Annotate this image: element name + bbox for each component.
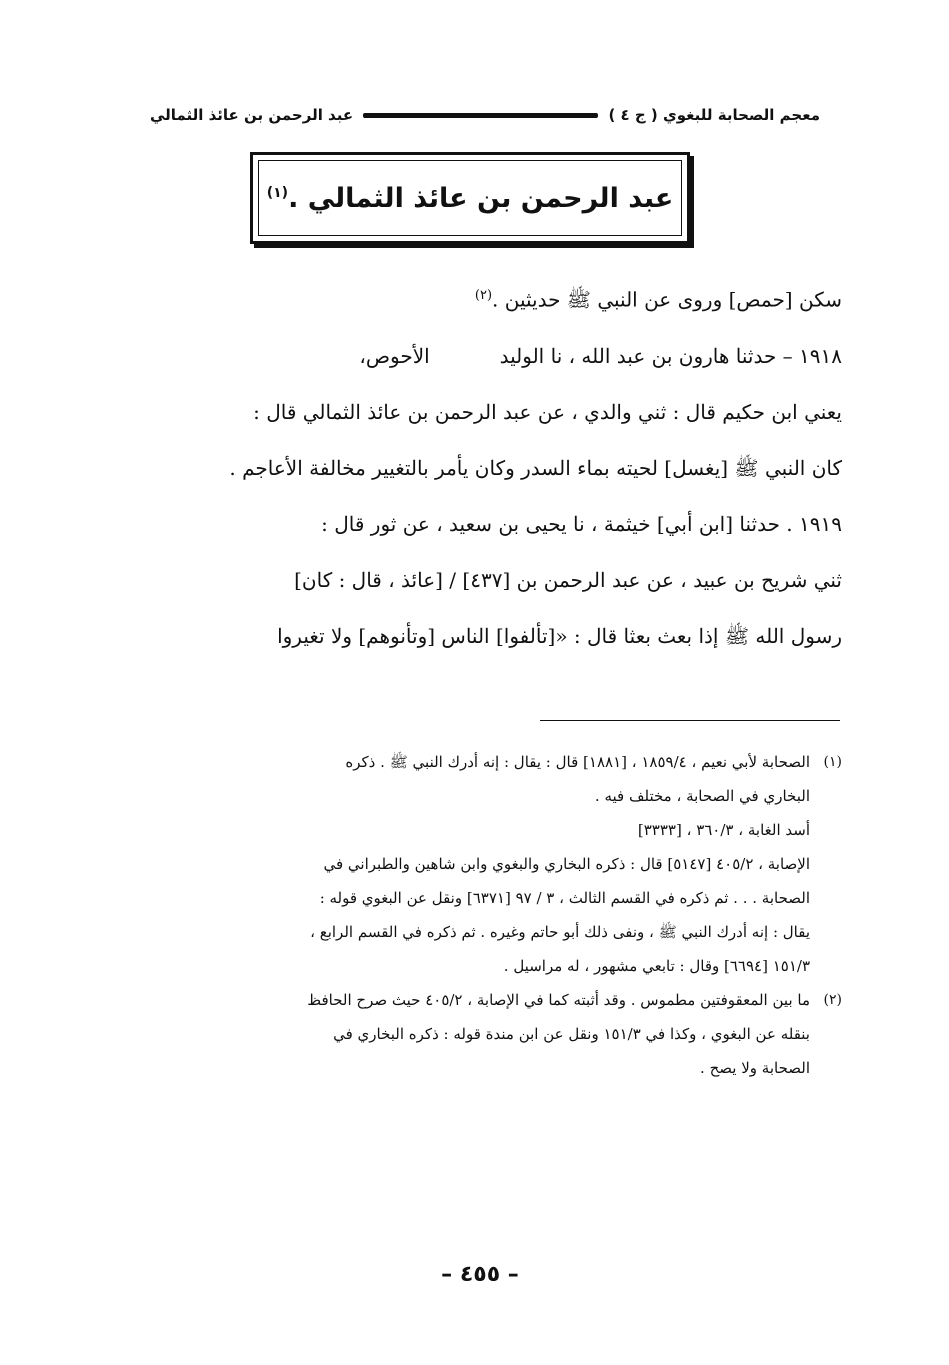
footnote-1 xyxy=(115,745,842,983)
footnote-line: أسد الغابة ، ٣٦٠/٣ ، [٣٣٣٣] xyxy=(637,821,810,839)
body-line: ١٩١٩ . حدثنا [ابن أبي] خيثمة ، نا يحيى بن سعيد ، عن ثور قال : xyxy=(321,511,842,536)
footnote-lines xyxy=(115,745,810,983)
footnote-line: الإصابة ، ٤٠٥/٢ [٥١٤٧] قال : ذكره البخاري والبغوي وابن شاهين والطبراني في xyxy=(323,855,810,873)
footnote-line: ١٥١/٣ [٦٦٩٤] وقال : تابعي مشهور ، له مراسيل . xyxy=(503,957,810,975)
entry-title-footnote-ref: (١) xyxy=(266,184,289,201)
body-line: يعني ابن حكيم قال : ثني والدي ، عن عبد الرحمن بن عائذ الثمالي قال : xyxy=(253,399,842,424)
body-line: ثني شريح بن عبيد ، عن عبد الرحمن بن [٤٣٧] / [عائذ ، قال : كان] xyxy=(294,567,842,592)
entry-title xyxy=(267,183,674,214)
footnotes xyxy=(115,745,842,1085)
footnote-line: الصحابة . . . ثم ذكره في القسم الثالث ، ٣ / ٩٧ [٦٣٧١] ونقل عن البغوي قوله : xyxy=(319,889,810,907)
footnote-line: يقال : إنه أدرك النبي ﷺ ، ونفى ذلك أبو حاتم وغيره . ثم ذكره في القسم الرابع ، xyxy=(310,923,810,941)
footnote-line: ما بين المعقوفتين مطموس . وقد أثبته كما في الإصابة ، ٤٠٥/٢ حيث صرح الحافظ xyxy=(307,991,810,1009)
body-line: رسول الله ﷺ إذا بعث بعثا قال : «[تألفوا] الناس [وتأنوهم] ولا تغيروا xyxy=(277,623,842,648)
body-text xyxy=(150,268,842,664)
body-line: كان النبي ﷺ [يغسل] لحيته بماء السدر وكان يأمر بالتغيير مخالفة الأعاجم . xyxy=(229,455,842,480)
footnote-line: بنقله عن البغوي ، وكذا في ١٥١/٣ ونقل عن ابن مندة قوله : ذكره البخاري في xyxy=(333,1025,810,1043)
footnote-line: البخاري في الصحابة ، مختلف فيه . xyxy=(594,787,810,805)
body-intro-line xyxy=(150,268,842,328)
running-header-book-title: معجم الصحابة للبغوي ( ج ٤ ) xyxy=(608,106,820,124)
footnote-number: (٢) xyxy=(823,992,842,1008)
body-line: ١٩١٨ – حدثنا هارون بن عبد الله ، نا الوليد الأحوص، xyxy=(359,343,842,368)
footnote-separator xyxy=(540,720,840,721)
footnote-number: (١) xyxy=(823,754,842,770)
body-intro-text: سكن [حمص] وروى عن النبي ﷺ حديثين . xyxy=(492,287,842,312)
footnote-line: الصحابة ولا يصح . xyxy=(700,1059,810,1077)
page-number: – ٤٥٥ – xyxy=(441,1262,519,1287)
body-intro-footnote-ref: (٢) xyxy=(474,288,493,303)
running-header-entry-name: عبد الرحمن بن عائذ الثمالي xyxy=(150,106,354,124)
footnote-lines xyxy=(115,983,810,1085)
running-header xyxy=(150,100,820,130)
entry-title-box xyxy=(250,152,690,244)
footnote-line: الصحابة لأبي نعيم ، ١٨٥٩/٤ ، [١٨٨١] قال : يقال : إنه أدرك النبي ﷺ . ذكره xyxy=(345,753,810,771)
footnote-2 xyxy=(115,983,842,1085)
running-header-rule xyxy=(363,113,598,118)
entry-title-text: عبد الرحمن بن عائذ الثمالي . xyxy=(288,182,674,214)
